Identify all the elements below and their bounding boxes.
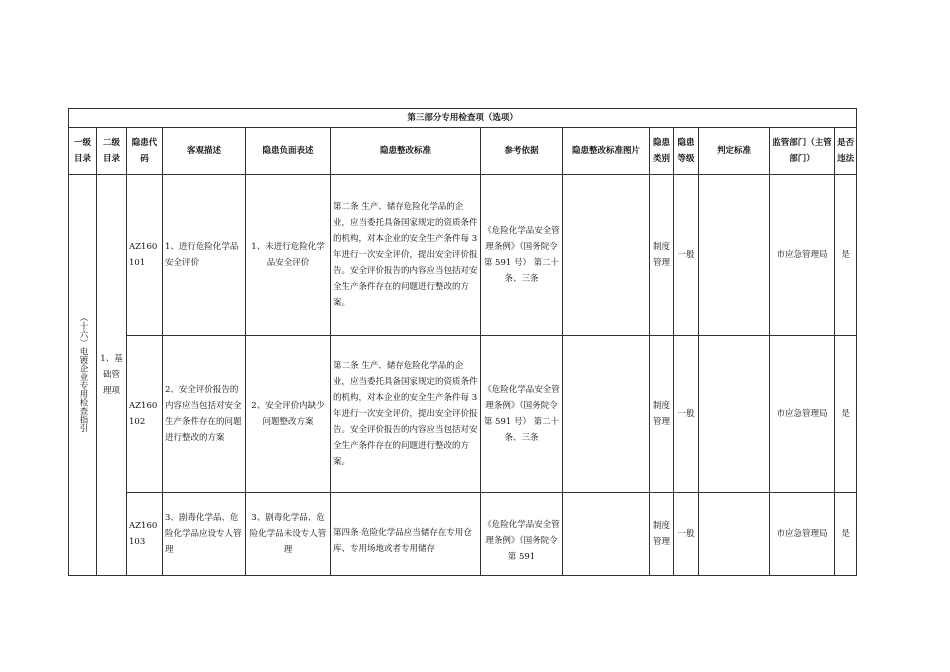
header-negative: 隐患负面表述 [246, 128, 331, 175]
header-level2: 二级目录 [97, 128, 127, 175]
level2-value: 1、基础管理项 [97, 175, 127, 576]
header-level1: 一级目录 [69, 128, 97, 175]
header-category: 隐患类别 [650, 128, 674, 175]
is-illegal: 是 [835, 175, 857, 336]
header-basis: 参考依据 [481, 128, 563, 175]
hazard-code: AZ160101 [127, 175, 163, 336]
hazard-category: 制度管理 [650, 493, 674, 576]
header-criteria: 判定标准 [699, 128, 770, 175]
header-picture: 隐患整改标准图片 [563, 128, 650, 175]
hazard-grade: 一般 [674, 175, 699, 336]
objective-description: 2、安全评价报告的内容应当包括对安全生产条件存在的问题进行整改的方案 [163, 336, 246, 493]
supervising-department: 市应急管理局 [770, 336, 835, 493]
standard-picture [563, 336, 650, 493]
table-row [69, 175, 857, 336]
objective-description: 3、剧毒化学品、危险化学品应设专人管理 [163, 493, 246, 576]
standard-picture [563, 175, 650, 336]
hazard-grade: 一般 [674, 493, 699, 576]
supervising-department: 市应急管理局 [770, 175, 835, 336]
hazard-code: AZ160102 [127, 336, 163, 493]
reference-basis: 《危险化学品安全管理条例》（国务院令第 591 号） 第二十条、三条 [481, 175, 563, 336]
reference-basis: 《危险化学品安全管理条例》（国务院令第 591 号） 第二十条、三条 [481, 336, 563, 493]
header-objective: 客观描述 [163, 128, 246, 175]
rectification-standard: 第四条 危险化学品应当储存在专用仓库、专用场地或者专用储存 [331, 493, 481, 576]
rectification-standard: 第二条 生产、储存危险化学品的企业，应当委托具备国家规定的资质条件的机构，对本企业的安全生产条件每 3 年进行一次安全评价，提出安全评价报告。安全评价报告的内容应当包括对安全生产条件存在的问题进行整改的方案。 [331, 336, 481, 493]
level1-value: （十六）电镀企业专用检查指引 [78, 312, 88, 432]
reference-basis: 《危险化学品安全管理条例》（国务院令第 591 [481, 493, 563, 576]
hazard-grade: 一般 [674, 336, 699, 493]
hazard-code: AZ160103 [127, 493, 163, 576]
header-department: 监管部门（主管部门） [770, 128, 835, 175]
table-title: 第三部分专用检查项（选项） [69, 109, 857, 128]
judgement-criteria [699, 336, 770, 493]
negative-statement: 2、安全评价内缺少问题整改方案 [246, 336, 331, 493]
judgement-criteria [699, 493, 770, 576]
hazard-category: 制度管理 [650, 175, 674, 336]
table-row [69, 493, 857, 576]
is-illegal: 是 [835, 336, 857, 493]
is-illegal: 是 [835, 493, 857, 576]
objective-description: 1、进行危险化学品安全评价 [163, 175, 246, 336]
level1-cell [69, 175, 97, 576]
supervising-department: 市应急管理局 [770, 493, 835, 576]
hazard-category: 制度管理 [650, 336, 674, 493]
negative-statement: 1、未进行危险化学品安全评价 [246, 175, 331, 336]
header-standard: 隐患整改标准 [331, 128, 481, 175]
hazard-inspection-table [68, 108, 857, 576]
table-row [69, 336, 857, 493]
standard-picture [563, 493, 650, 576]
header-illegal: 是否违法 [835, 128, 857, 175]
header-row [69, 128, 857, 175]
rectification-standard: 第二条 生产、储存危险化学品的企业，应当委托具备国家规定的资质条件的机构，对本企业的安全生产条件每 3 年进行一次安全评价，提出安全评价报告。安全评价报告的内容应当包括对安全生产条件存在的问题进行整改的方案。 [331, 175, 481, 336]
header-code: 隐患代码 [127, 128, 163, 175]
judgement-criteria [699, 175, 770, 336]
negative-statement: 3、剧毒化学品、危险化学品未设专人管理 [246, 493, 331, 576]
header-grade: 隐患等级 [674, 128, 699, 175]
